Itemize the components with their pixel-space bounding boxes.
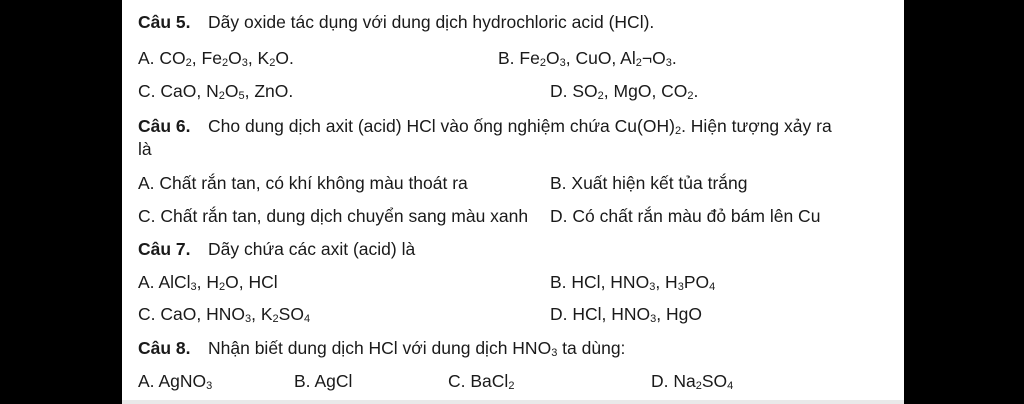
option-6c: C. Chất rắn tan, dung dịch chuyển sang màu xanh [138,206,529,226]
option-7c: C. CaO, $HNO_3$, $K_2SO_4$ [138,304,311,325]
option-6a: A. Chất rắn tan, có khí không màu thoát ra [138,173,468,193]
option-7a: A. AlCl$_3$, $H_2O$, HCl [138,272,278,293]
option-8c: C. BaCl$_2$ [448,371,515,392]
question-6-label: Câu 6. [138,116,191,136]
question-7-stem [138,238,888,260]
question-6-stem [138,115,888,137]
document-page [122,0,904,404]
question-8-text: Nhận biết dung dịch HCl với dung dịch $HNO_3$ ta dùng: [208,338,626,359]
option-8d: D. $Na_2SO_4$ [651,371,734,392]
question-7-label: Câu 7. [138,239,191,259]
question-5-text: Dãy oxide tác dụng với dung dịch hydrochloric acid (HCl). [208,12,655,32]
question-6-stem-continued: là [138,139,152,159]
question-5-label: Câu 5. [138,12,191,32]
question-7-text: Dãy chứa các axit (acid) là [208,239,416,259]
question-8-stem [138,337,888,359]
option-5a: A. $CO_2$, $Fe_2O_3$, $K_2O$. [138,48,294,69]
question-8-label: Câu 8. [138,338,191,358]
option-7b: B. HCl, $HNO_3$, $H_3PO_4$ [550,272,716,293]
option-5c: C. CaO, $N_2O_5$, ZnO. [138,81,294,102]
next-line-edge [122,400,904,404]
option-7d: D. HCl, $HNO_3$, HgO [550,304,702,325]
option-5b: B. $Fe_2O_3$, CuO, $Al_2\neg O_3$. [498,48,677,69]
question-6-text: Cho dung dịch axit (acid) HCl vào ống nghiệm chứa $Cu(OH)_2$. Hiện tượng xảy ra [208,116,832,137]
option-8a: A. AgNO$_3$ [138,371,213,392]
option-6d: D. Có chất rắn màu đỏ bám lên Cu [550,206,821,226]
option-5d: D. $SO_2$, MgO, $CO_2$. [550,81,699,102]
question-5-stem [138,11,888,33]
option-8b: B. AgCl [294,371,353,391]
option-6b: B. Xuất hiện kết tủa trắng [550,173,748,193]
